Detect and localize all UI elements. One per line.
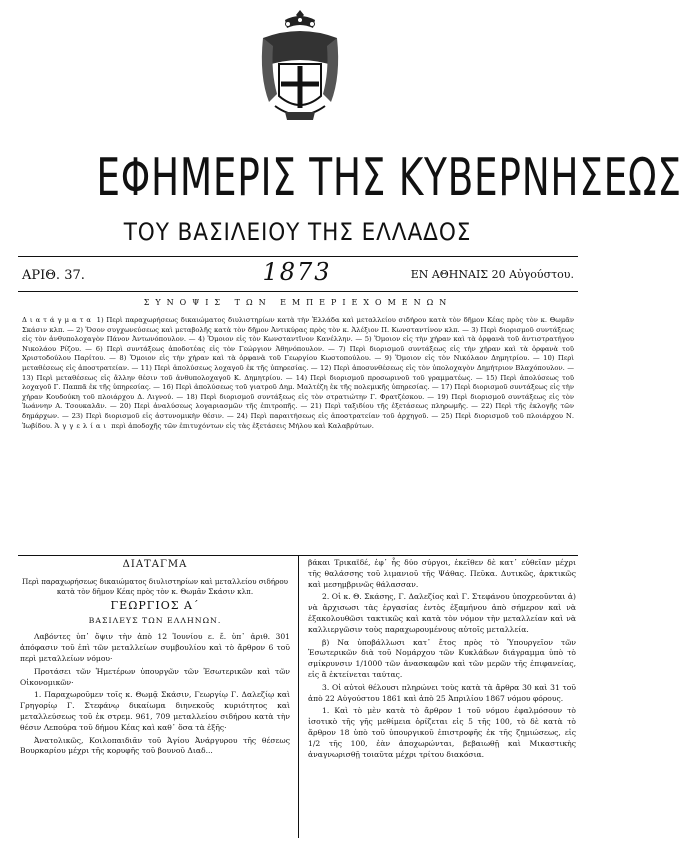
right-column [308, 558, 576, 762]
decree-subject: Περὶ παραχωρήσεως δικαιώματος διυλιστηρίων καὶ μεταλλείου σιδήρου κατὰ τὸν δῆμον Κέας πρὸς τὸν κ. Θωμᾶν Σκάσιν κλπ. [21, 576, 289, 596]
issue-number: ΑΡΙΘ. 37. [22, 268, 85, 283]
left-column [20, 558, 290, 759]
masthead-rule-top [18, 256, 578, 257]
decree-paragraph: 1. Καὶ τὸ μὲν κατὰ τὸ ἄρθρον 1 τοῦ νόμου ἐφαλμόσουν τὸ ἰσοτικὸ τῆς γῆς μεθίμεια ὁρίζεται εἰς 5 τῆς 100, τὸ δὲ κατὰ τὸ ἄρθρον 18 ὑπὸ τοῦ ὑπουργικοῦ ἐπιστροφῆς ἐκ τῆς ζημιώσεως, εἰς 1/2 τῆς 100, ἐὰν ἀποχωρώνται, βεβαιωθῇ καὶ Μικαστικὴς ἀναγνωρισθῇ τοιαῦτα μέχρι τρίτου διακόσια. [308, 706, 576, 759]
summary-decrees-text: 1) Περὶ παραχωρήσεως δικαιώματος διυλιστηρίων κατὰ τὴν Ἑλλάδα καὶ μεταλλείου σιδήρου κατὰ τὸν δῆμον Κέας πρὸς τὸν κ. Θωμᾶν Σκάσιν κλπ. — 2) Ὅσον συγχωνεύσεως καὶ μεταβολῆς κατὰ τὸν δῆμον Ἀντικύρας πρὸς τὸν κ. Ἀλέξιον Π. Κωνσταντίνον κλπ. — 3) Περὶ διορισμοῦ συντάξεως εἰς τὸν ἀνθυπολοχαγὸν Πάνον Ἀντωνόπουλον. — 4) Ὅμοιον εἰς τὸν Κωνσταντῖνον Κανέλλην. — 5) Ὅμοιον εἰς τὴν χήραν καὶ τὰ ὀρφανὰ τοῦ ἀντιστρατήγου Νικολάου Ρίζου. — 6) Περὶ συντάξεως ἀποδοτέας εἰς τὸν Γεώργιον Ἀθηνόπουλον. — 7) Περὶ διορισμοῦ συντάξεως εἰς τὴν χήραν καὶ τὰ ὀρφανὰ τοῦ Χριστοδούλου Παρίτου. — 8) Ὅμοιον εἰς τὴν χήραν καὶ τὰ ὀρφανὰ τοῦ Γεωργίου Κωστοπούλου. — 9) Ὅμοιον εἰς τὸν Νικόλαον Δημητρίου. — 10) Περὶ μεταθέσεως εἰς ἀποστρατείαν. — 11) Περὶ ἀπολύσεως λοχαγοῦ ἐκ τῆς ὑπηρεσίας. — 12) Περὶ ἀποσυνθέσεως εἰς τὸν ὑπολοχαγὸν Δημήτριον Βλαχόπουλον. — 13) Περὶ μεταθέσεως εἰς ἄλλην θέσιν τοῦ ἀνθυπολοχαγοῦ Κ. Δημητρίου. — 14) Περὶ διορισμοῦ προσωρινοῦ τοῦ γραμματέως. — 15) Περὶ ἀπολύσεως τοῦ λοχαγοῦ Γ. Παππᾶ ἐκ τῆς ὑπηρεσίας. — 16) Περὶ ἀπολύσεως τοῦ γιατροῦ Δημ. Μαλτέζη ἐκ τῆς πολεμικῆς ὑπηρεσίας. — 17) Περὶ διορισμοῦ συντάξεως εἰς τὴν χήραν Κουδούκη τοῦ πλοιάρχου Δ. Λιγνού. — 18) Περὶ διορισμοῦ συντάξεως εἰς τὸν στρατιώτην Γ. Φρατζέσκου. — 19) Περὶ διορισμοῦ συντάξεως εἰς τὸν Ἰωάννην Α. Τσουκαλᾶν. — 20) Περὶ ἀναλύσεως λογαριασμῶν τῆς ἐπιτροπῆς. — 21) Περὶ ταξιδίου τῆς ἐξετάσεως πληρωμῆς. — 22) Περὶ τῆς ἐκλογῆς τῶν δημάρχων. — 23) Περὶ διορισμοῦ εἰς ἀστυνομικὴν θέσιν. — 24) Περὶ παραιτήσεως εἰς ἀποστρατείαν τοῦ ἀρχηγοῦ. — 25) Περὶ διορισμοῦ τοῦ πλοιάρχου Ν. Ἰωβίδου. [22, 316, 574, 430]
decree-paragraph: 3. Οἱ αὐτοὶ θέλουσι πληρώνει τοὺς κατὰ τὰ ἄρθρα 30 καὶ 31 τοῦ ἀπὸ 22 Αὐγούστου 1861 καὶ ἀπὸ 25 Ἀπριλίου 1867 νόμου φόρους. [308, 682, 576, 703]
decree-paragraph: 1. Παραχωροῦμεν τοῖς κ. Θωμᾷ Σκάσιν, Γεωργίῳ Γ. Δαλεζίῳ καὶ Γρηγορίῳ Γ. Στεφάνῳ δικαίωμα διηνεκοῦς κυριότητος καὶ μεταλλεύσεως τοῦ ἐκ στρεμ. 961, 709 μεταλλείου σιδήρου κατὰ τὴν θέσιν Λεπούρα τοῦ δήμου Κέας καὶ καθ᾽ ὅσα τὰ ἑξῆς· [20, 690, 290, 732]
summary-label-notices: Ἀγγελίαι [54, 421, 110, 430]
decree-paragraph: Προτάσει τῶν Ἡμετέρων ὑπουργῶν τῶν Ἐσωτερικῶν καὶ τῶν Οἰκονομικῶν· [20, 666, 290, 687]
summary-block [22, 316, 574, 554]
decree-paragraph: β) Να ὑποβάλλωσι κατ᾽ ἔτος πρὸς τὸ Ὑπουργεῖον τῶν Ἐσωτερικῶν διὰ τοῦ Νομάρχου τῶν Κυκλάδων διάγραμμα ὑπὸ τὸ σμίκρυνσιν 1/1000 τῶν ἀνασκαφῶν καὶ τῶν μερῶν τῆς ἐπιφανείας, εἰς ἃ ἐκτείνεται ταύτας. [308, 637, 576, 679]
issue-info-row [22, 258, 574, 288]
king-title: ΒΑΣΙΛΕΥΣ ΤΩΝ ΕΛΛΗΝΩΝ. [88, 615, 222, 625]
summary-notices-text: περὶ ἀποδοχῆς τῶν ἐπιτυχόντων εἰς τὰς ἐξετάσεις Μήλου καὶ Καλαβρύτων. [111, 421, 374, 430]
decree-paragraph: 2. Οἱ κ. Θ. Σκάσης, Γ. Δαλεζίος καὶ Γ. Στεφάνου ὑποχρεοῦνται ἀ) νὰ ἄρχισωσι τὰς ἐργασίας ἐντὸς ἑξαμήνου ἀπὸ σήμερον καὶ νὰ ἐξακολουθῶσι τακτικῶς καὶ κατὰ τὸν νόμον τὴν μεταλλείαν καὶ νὰ καλλιεργῶσιν τοὺς παραχωρουμένους αὐτοῖς μεταλλεία. [308, 592, 576, 634]
decree-paragraph: Λαβόντες ὑπ᾽ ὄψιν τὴν ἀπὸ 12 Ἰουνίου ε. ἔ. ὑπ᾽ ἀριθ. 301 ἀπόφασιν τοῦ ἐπὶ τῶν μεταλλείων συμβουλίου καὶ τὸ ἄρθρον 6 τοῦ περὶ μεταλλείων νόμου· [20, 632, 290, 663]
issue-year: 1873 [262, 258, 332, 286]
gazette-title: ΕΦΗΜΕΡΙΣ ΤΗΣ ΚΥΒΕΡΝΗΣΕΩΣ [96, 148, 682, 208]
king-name: ΓΕΩΡΓΙΟΣ Α΄ [110, 598, 200, 612]
decree-heading: ΔΙΑΤΑΓΜΑ [122, 559, 188, 570]
royal-coat-of-arms-icon [255, 6, 345, 124]
issue-date: ΕΝ ΑΘΗΝΑΙΣ 20 Αὐγούστου. [410, 268, 574, 281]
summary-heading: ΣΥΝΟΨΙΣ ΤΩΝ ΕΜΠΕΡΙΕΧΟΜΕΝΩΝ [143, 298, 453, 307]
column-divider [298, 556, 299, 838]
decree-paragraph: Ἀνατολικῶς, Κοιλοπαιδιᾶν τοῦ Ἁγίου Ἀνάργυρου τῆς θέσεως Βουρκαρίου μέχρι τῆς κορυφῆς τοῦ βουνοῦ Διαδ... [20, 735, 290, 756]
gazette-subtitle: ΤΟΥ ΒΑΣΙΛΕΙΟΥ ΤΗΣ ΕΛΛΑΔΟΣ [123, 218, 472, 246]
decree-paragraph: βάκαι Τρικαϊδέ, ἐφ᾽ ἧς δύο σύργοι, ἐκεῖθεν δὲ κατ᾽ εὐθεῖαν μέχρι τῆς θαλάσσης τοῦ λιμανιοῦ τῆς Ψάθας. Πεῦκα. Δυτικῶς, ἀρκτικῶς καὶ μεσημβρινῶς θάλασσαν. [308, 558, 576, 589]
masthead-rule-bottom [18, 291, 578, 292]
summary-label-decrees: Διατάγματα [22, 316, 94, 324]
